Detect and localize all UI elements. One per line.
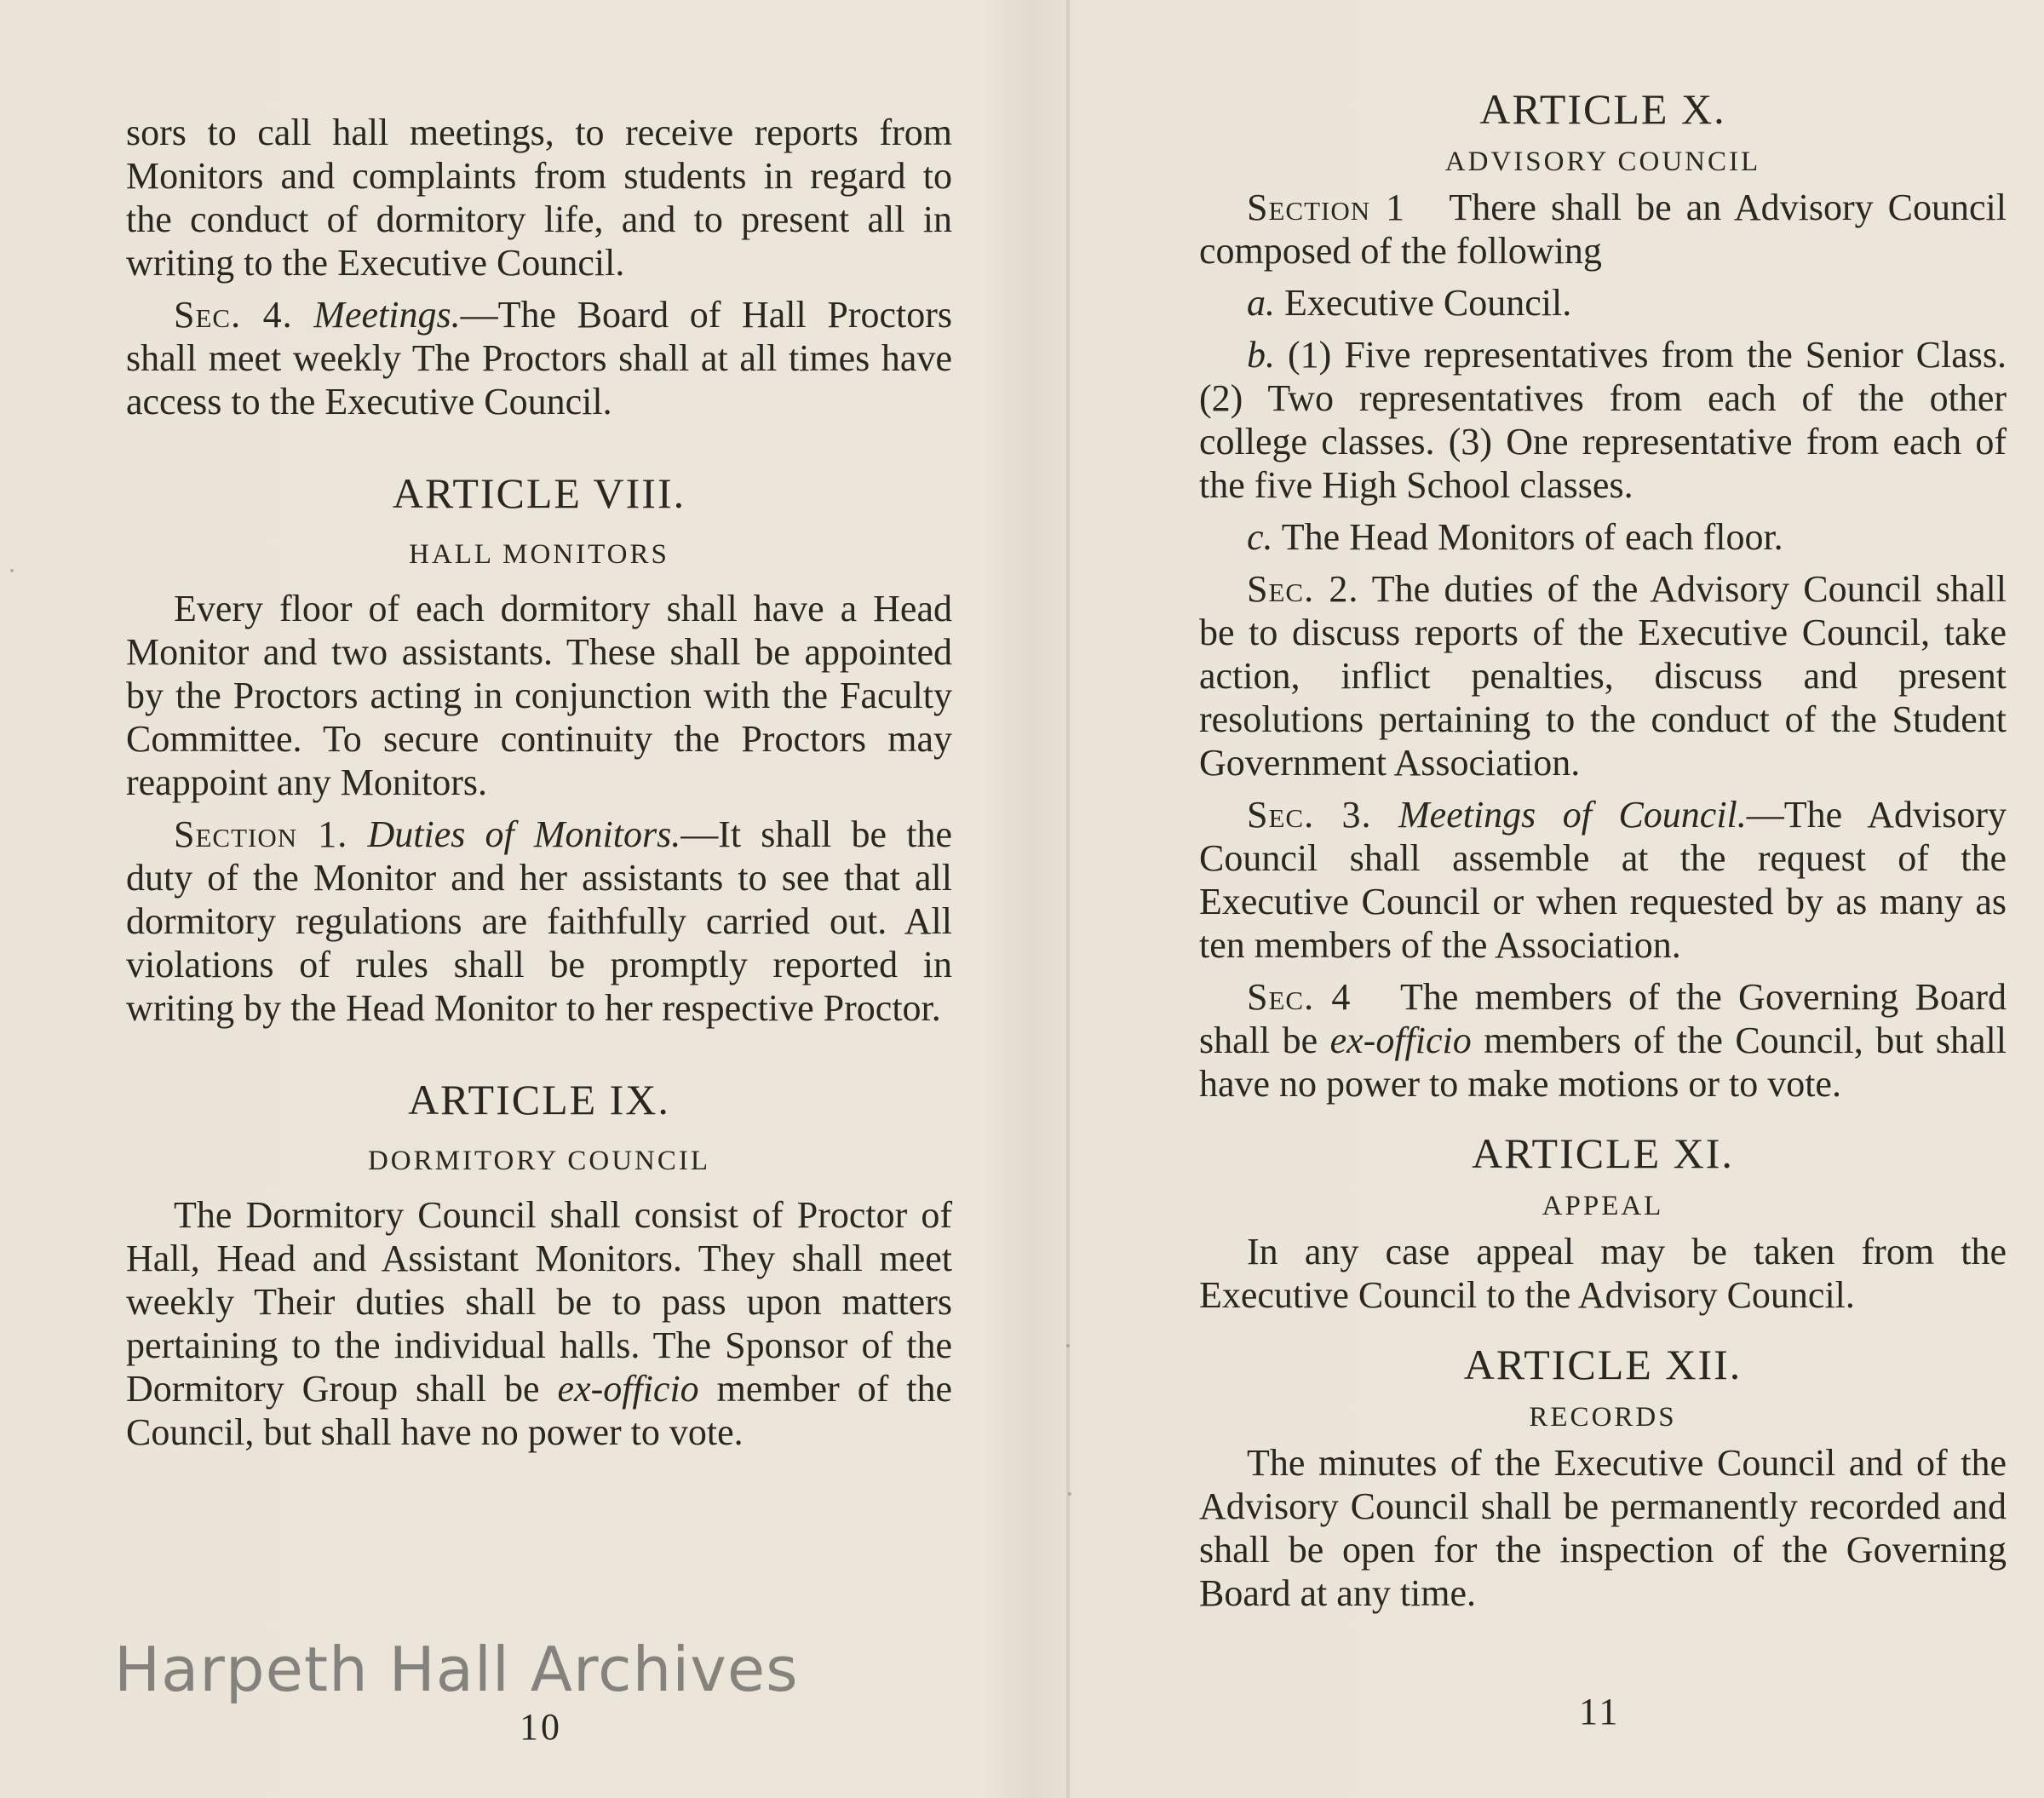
article-xii-text: The minutes of the Executive Council and of the Advisory Council shall be permanently recorded and shall be open for the inspection of the Governing Board at any time. bbox=[1199, 1442, 2007, 1614]
section-label: Section 1. bbox=[174, 813, 348, 855]
item-text: The Head Monitors of each floor. bbox=[1281, 516, 1783, 558]
article-viii-section-1 bbox=[126, 813, 952, 1030]
section-ex-officio: ex-officio bbox=[1329, 1020, 1472, 1061]
section-text-a: The members of the Governing Board shall be bbox=[1199, 976, 2007, 1061]
item-text: (1) Five representatives from the Senior Class. (2) Two representatives from each of the other college classes. (3) One representative from each of the five High School classes. bbox=[1199, 334, 2007, 506]
article-xi-subtitle: APPEAL bbox=[1542, 1191, 1664, 1221]
right-page-column bbox=[1199, 83, 2007, 1623]
article-viii-intro: Every floor of each dormitory shall have a Head Monitor and two assistants. These shall be appointed by the Proctors acting in conjunction with the Faculty Committee. To secure continuity the Proctors may reappoint any Monitors. bbox=[126, 588, 952, 803]
section-label: Sec. 3. bbox=[1247, 794, 1372, 836]
article-x-subtitle: ADVISORY COUNCIL bbox=[1444, 146, 1761, 177]
article-ix-text-b: member of the Council, but shall have no power to vote. bbox=[126, 1368, 953, 1453]
item-label: c. bbox=[1247, 516, 1273, 558]
section-label: Sec. 2. bbox=[1247, 568, 1359, 610]
section-title: Meetings. bbox=[313, 294, 461, 336]
page-number-right: 11 bbox=[1579, 1691, 1621, 1732]
section-4-paragraph bbox=[126, 293, 952, 423]
article-x-item-b bbox=[1199, 333, 2007, 507]
continued-paragraph: sors to call hall meetings, to receive reports from Monitors and complaints from students in regard to the conduct of dormitory life, and to present all in writing to the Executive Council. bbox=[126, 112, 952, 284]
item-text: Executive Council. bbox=[1284, 282, 1572, 324]
article-ix-text bbox=[126, 1193, 952, 1454]
section-text: There shall be an Advisory Council composed of the following bbox=[1199, 187, 2007, 272]
right-page bbox=[1070, 0, 2044, 1798]
article-ix-subtitle: DORMITORY COUNCIL bbox=[367, 1146, 711, 1176]
article-ix-text-a: The Dormitory Council shall consist of Proctor of Hall, Head and Assistant Monitors. They shall meet weekly Their duties shall be to pass upon matters pertaining to the individual halls. The Sponsor of the Dormitory Group shall be bbox=[126, 1194, 952, 1410]
item-label: a. bbox=[1247, 282, 1275, 324]
section-text: —The Advisory Council shall assemble at the request of the Executive Council or when requested by as many as ten members of the Association. bbox=[1199, 794, 2007, 966]
article-viii-subtitle: HALL MONITORS bbox=[409, 539, 669, 570]
item-label: b. bbox=[1247, 334, 1275, 376]
paper-speck bbox=[1068, 1492, 1071, 1496]
left-page-column bbox=[126, 111, 952, 1462]
article-ix-title: ARTICLE IX. bbox=[408, 1076, 670, 1123]
article-xi-text: In any case appeal may be taken from the Executive Council to the Advisory Council. bbox=[1199, 1231, 2007, 1316]
section-label: Sec. 4. bbox=[174, 294, 293, 336]
paper-speck bbox=[10, 569, 14, 572]
section-text: The duties of the Advisory Council shall be to discuss reports of the Executive Council, take action, inflict penalties, discuss and present resolutions pertaining to the conduct of the Student Government Association. bbox=[1199, 568, 2007, 784]
article-xii-subtitle: RECORDS bbox=[1529, 1402, 1677, 1433]
article-viii-title: ARTICLE VIII. bbox=[392, 469, 686, 517]
page-number-left: 10 bbox=[520, 1706, 562, 1748]
section-label: Section 1 bbox=[1247, 187, 1406, 228]
section-title: Meetings of Council. bbox=[1398, 794, 1747, 836]
article-x-title: ARTICLE X. bbox=[1479, 85, 1726, 133]
article-x-item-c bbox=[1199, 515, 2007, 559]
section-text: —The Board of Hall Proctors shall meet weekly The Proctors shall at all times have access to the Executive Council. bbox=[126, 294, 952, 422]
article-xii-title: ARTICLE XII. bbox=[1463, 1341, 1743, 1388]
section-text-b: members of the Council, but shall have no power to make motions or to vote. bbox=[1199, 1020, 2007, 1105]
section-title: Duties of Monitors. bbox=[367, 813, 681, 855]
article-x-section-3 bbox=[1199, 793, 2007, 967]
article-ix-ex-officio: ex-officio bbox=[557, 1368, 699, 1410]
article-x-section-1 bbox=[1199, 186, 2007, 273]
article-x-section-2 bbox=[1199, 567, 2007, 784]
article-x-section-4 bbox=[1199, 975, 2007, 1106]
article-xi-title: ARTICLE XI. bbox=[1472, 1129, 1734, 1177]
archive-watermark: Harpeth Hall Archives bbox=[114, 1634, 799, 1705]
section-text: —It shall be the duty of the Monitor and her assistants to see that all dormitory regulations are faithfully carried out. All violations of rules shall be promptly reported in writing by the Head Monitor to her respective Proctor. bbox=[126, 813, 953, 1029]
paper-speck bbox=[1066, 1344, 1070, 1347]
article-x-item-a bbox=[1199, 281, 2007, 325]
section-label: Sec. 4 bbox=[1247, 976, 1352, 1018]
